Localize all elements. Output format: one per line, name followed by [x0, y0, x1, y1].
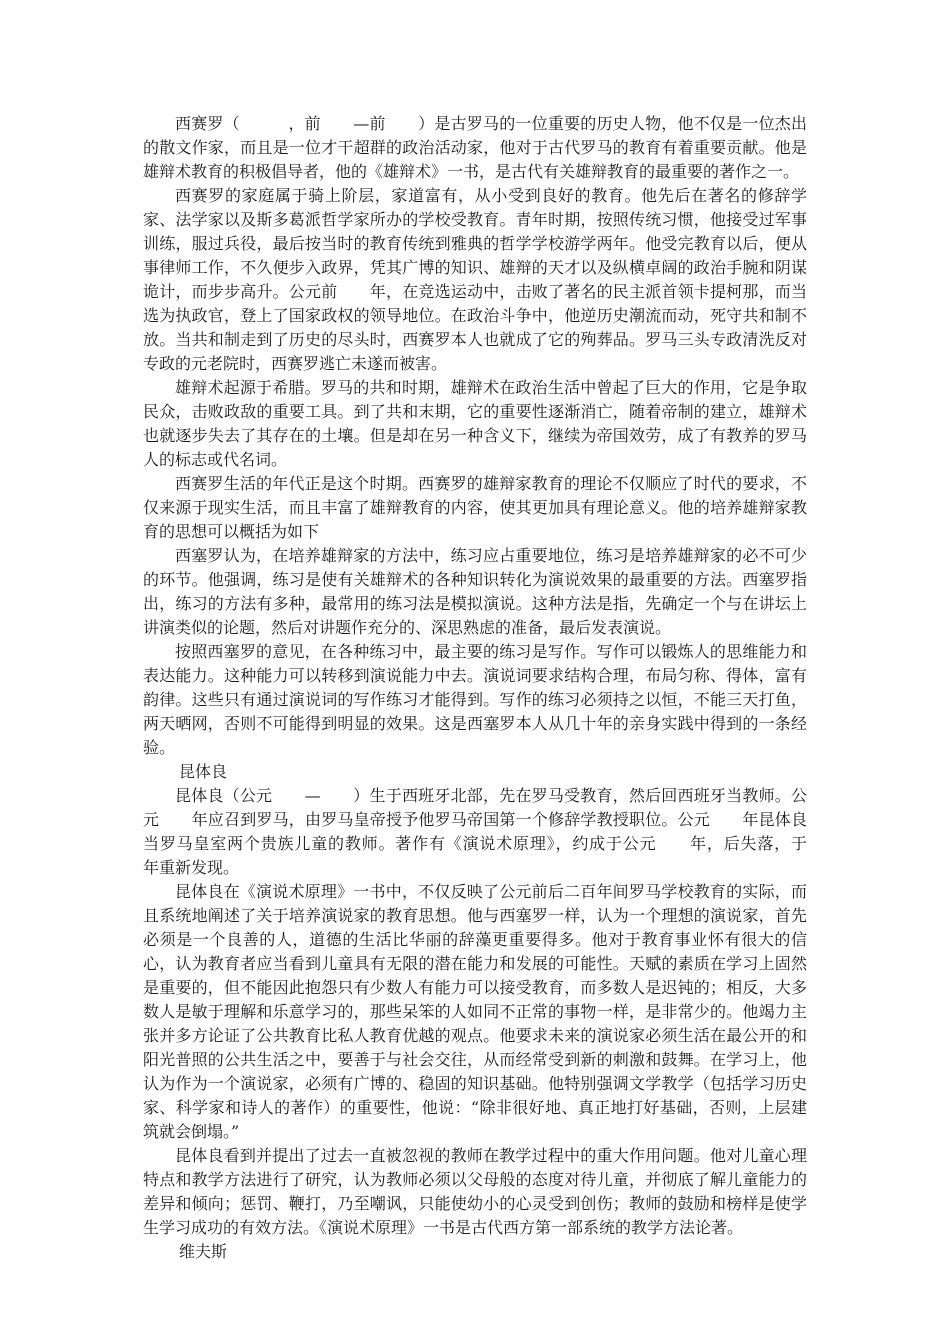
- paragraph-cicero-intro: 西赛罗（ ，前 —前 ）是古罗马的一位重要的历史人物，他不仅是一位杰出的散文作家，而且是一位才干超群的政治活动家，他对于古代罗马的教育有着重要贡献。他是雄辩术教育的积极倡导者，他的《雄辩术》一书，是古代有关雄辩教育的最重要的著作之一。: [143, 114, 807, 181]
- paragraph-cicero-practice: 西塞罗认为，在培养雄辩家的方法中，练习应占重要地位，练习是培养雄辩家的必不可少的环节。他强调，练习是使有关雄辩术的各种知识转化为演说效果的最重要的方法。西塞罗指出，练习的方法有多种，最常用的练习法是模拟演说。这种方法是指，先确定一个与在讲坛上讲演类似的论题，然后对讲题作充分的、深思熟虑的准备，最后发表演说。: [143, 546, 807, 637]
- document-body: [143, 112, 840, 1264]
- paragraph-quintilian-bio: 昆体良（公元 — ）生于西班牙北部，先在罗马受教育，然后回西班牙当教师。公元 年应召到罗马，由罗马皇帝授予他罗马帝国第一个修辞学教授职位。公元 年昆体良当罗马皇室两个贵族儿童的教师。著作有《演说术原理》，约成于公元 年，后失落，于 年重新发现。: [143, 786, 840, 877]
- section-heading-quintilian: 昆体良: [179, 762, 228, 781]
- paragraph-cicero-era: 西赛罗生活的年代正是这个时期。西赛罗的雄辩家教育的理论不仅顺应了时代的要求，不仅来源于现实生活，而且丰富了雄辩教育的内容，使其更加具有理论意义。他的培养雄辩家教育的思想可以概括为如下: [143, 474, 807, 541]
- section-heading-vives: 维夫斯: [179, 1242, 228, 1261]
- paragraph-quintilian-teacher: 昆体良看到并提出了过去一直被忽视的教师在教学过程中的重大作用问题。他对儿童心理特点和教学方法进行了研究，认为教师必须以父母般的态度对待儿童，并彻底了解儿童能力的差异和倾向；惩罚、鞭打，乃至嘲讽，只能使幼小的心灵受到创伤；教师的鼓励和榜样是使学生学习成功的有效方法。《演说术原理》一书是古代西方第一部系统的教学方法论著。: [143, 1146, 807, 1237]
- paragraph-quintilian-principles: 昆体良在《演说术原理》一书中，不仅反映了公元前后二百年间罗马学校教育的实际，而且系统地阐述了关于培养演说家的教育思想。他与西塞罗一样，认为一个理想的演说家，首先必须是一个良善的人，道德的生活比华丽的辞藻更重要得多。他对于教育事业怀有很大的信心，认为教育者应当看到儿童具有无限的潜在能力和发展的可能性。天赋的素质在学习上固然是重要的，但不能因此抱怨只有少数人有能力可以接受教育，而多数人是迟钝的；相反，大多数人是敏于理解和乐意学习的，那些呆笨的人如同不正常的事物一样，是非常少的。他竭力主张并多方论证了公共教育比私人教育优越的观点。他要求未来的演说家必须生活在最公开的和阳光普照的公共生活之中，要善于与社会交往，从而经常受到新的刺激和鼓舞。在学习上，他认为作为一个演说家，必须有广博的、稳固的知识基础。他特别强调文学教学（包括学习历史家、科学家和诗人的著作）的重要性，他说：“除非很好地、真正地打好基础，否则，上层建筑就会倒塌。”: [143, 882, 807, 1141]
- paragraph-rhetoric-origin: 雄辩术起源于希腊。罗马的共和时期，雄辩术在政治生活中曾起了巨大的作用，它是争取民众，击败政敌的重要工具。到了共和末期，它的重要性逐渐消亡，随着帝制的建立，雄辩术也就逐步失去了其存在的土壤。但是却在另一种含义下，继续为帝国效劳，成了有教养的罗马人的标志或代名词。: [143, 378, 807, 469]
- paragraph-cicero-life: 西赛罗的家庭属于骑上阶层，家道富有，从小受到良好的教育。他先后在著名的修辞学家、法学家以及斯多葛派哲学家所办的学校受教育。青年时期，按照传统习惯，他接受过军事训练，服过兵役，最后按当时的教育传统到雅典的哲学学校游学两年。他受完教育以后，便从事律师工作，不久便步入政界，凭其广博的知识、雄辩的天才以及纵横卓阔的政治手腕和阴谋诡计，而步步高升。公元前 年，在竞选运动中，击败了著名的民主派首领卡提柯那，而当选为执政官，登上了国家政权的领导地位。在政治斗争中，他逆历史潮流而动，死守共和制不放。当共和制走到了历史的尽头时，西赛罗本人也就成了它的殉葬品。罗马三头专政清洗反对专政的元老院时，西赛罗逃亡未遂而被害。: [143, 186, 807, 373]
- paragraph-cicero-writing: 按照西塞罗的意见，在各种练习中，最主要的练习是写作。写作可以锻炼人的思维能力和表达能力。这种能力可以转移到演说能力中去。演说词要求结构合理，布局匀称、得体，富有韵律。这些只有通过演说词的写作练习才能得到。写作的练习必须持之以恒，不能三天打鱼，两天晒网，否则不可能得到明显的效果。这是西塞罗本人从几十年的亲身实践中得到的一条经验。: [143, 642, 807, 757]
